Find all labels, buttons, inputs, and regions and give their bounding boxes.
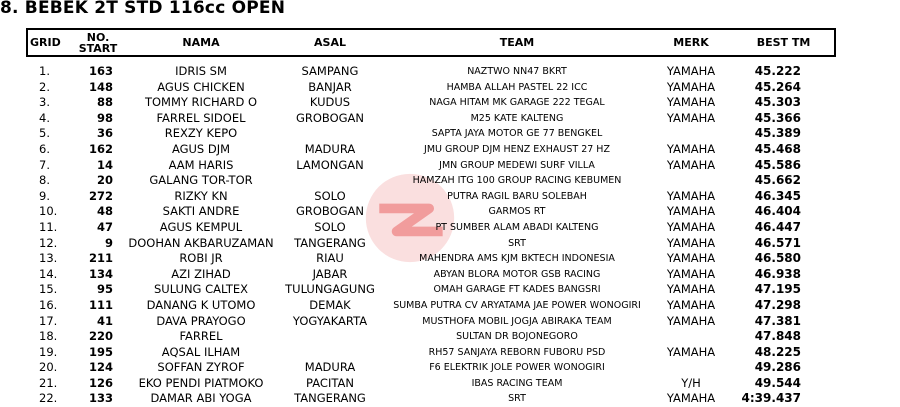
brand-cell: YAMAHA bbox=[666, 313, 716, 328]
grid-cell: 9. bbox=[39, 188, 50, 203]
table-row bbox=[27, 126, 835, 142]
team-cell: JMN GROUP MEDEWI SURF VILLA bbox=[439, 159, 595, 171]
brand-cell bbox=[649, 329, 733, 345]
brand-cell: YAMAHA bbox=[666, 64, 716, 78]
grid-cell: 10. bbox=[39, 204, 58, 219]
grid-cell: 20. bbox=[39, 360, 58, 375]
team-cell: RH57 SANJAYA REBORN FUBORU PSD bbox=[428, 346, 606, 358]
team-cell: SRT bbox=[508, 393, 526, 405]
grid-cell: 18. bbox=[39, 329, 58, 344]
best-time-cell: 49.544 bbox=[754, 375, 801, 390]
origin-cell: DEMAK bbox=[309, 297, 351, 312]
best-time-cell: 46.447 bbox=[754, 219, 801, 234]
col-header-best-tm: BEST TM bbox=[733, 29, 835, 56]
origin-cell bbox=[275, 329, 385, 345]
grid-cell: 22. bbox=[39, 391, 58, 406]
grid-cell: 12. bbox=[39, 235, 58, 250]
team-cell: OMAH GARAGE FT KADES BANGSRI bbox=[433, 284, 601, 296]
origin-cell: TULUNGAGUNG bbox=[285, 282, 375, 297]
grid-cell: 3. bbox=[39, 95, 50, 110]
rider-name-cell: DOOHAN AKBARUZAMAN bbox=[128, 235, 274, 250]
grid-cell: 8. bbox=[39, 173, 50, 188]
grid-cell: 6. bbox=[39, 141, 50, 156]
team-cell: SAPTA JAYA MOTOR GE 77 BENGKEL bbox=[431, 128, 603, 140]
team-cell: IBAS RACING TEAM bbox=[471, 377, 563, 389]
table-row bbox=[27, 111, 835, 127]
rider-name-cell: FARREL SIDOEL bbox=[156, 110, 246, 125]
start-number-cell: 20 bbox=[96, 173, 113, 188]
table-row bbox=[27, 267, 835, 283]
table-row bbox=[27, 329, 835, 345]
table-row bbox=[27, 376, 835, 392]
start-number-cell: 36 bbox=[96, 126, 113, 141]
table-row bbox=[27, 80, 835, 96]
grid-cell: 16. bbox=[39, 297, 58, 312]
team-cell: NAZTWO NN47 BKRT bbox=[467, 66, 567, 77]
origin-cell: GROBOGAN bbox=[295, 204, 365, 219]
brand-cell: YAMAHA bbox=[666, 235, 716, 250]
brand-cell: YAMAHA bbox=[666, 188, 716, 203]
page-title: 8. BEBEK 2T STD 116cc OPEN bbox=[0, 0, 286, 18]
rider-name-cell: AGUS KEMPUL bbox=[159, 219, 243, 234]
col-header-asal: ASAL bbox=[275, 29, 385, 56]
best-time-cell: 48.225 bbox=[754, 344, 801, 359]
team-cell: SRT bbox=[508, 237, 526, 249]
origin-cell bbox=[275, 126, 385, 142]
start-number-cell: 163 bbox=[88, 64, 113, 78]
team-cell: SUMBA PUTRA CV ARYATAMA JAE POWER WONOGIRI bbox=[393, 299, 641, 311]
start-number-cell: 111 bbox=[88, 297, 113, 312]
col-header-team: TEAM bbox=[385, 29, 649, 56]
table-row bbox=[27, 391, 835, 407]
brand-cell: YAMAHA bbox=[666, 141, 716, 156]
brand-cell: YAMAHA bbox=[666, 266, 716, 281]
start-number-cell: 88 bbox=[96, 95, 113, 110]
best-time-cell: 45.586 bbox=[754, 157, 801, 172]
start-number-cell: 47 bbox=[96, 219, 113, 234]
table-row bbox=[27, 95, 835, 111]
brand-cell: YAMAHA bbox=[666, 204, 716, 219]
table-row bbox=[27, 298, 835, 314]
rider-name-cell: SULUNG CALTEX bbox=[153, 282, 249, 297]
start-number-cell: 134 bbox=[88, 266, 113, 281]
start-number-cell: 220 bbox=[88, 329, 113, 344]
grid-cell: 17. bbox=[39, 313, 58, 328]
origin-cell: TANGERANG bbox=[294, 391, 366, 406]
team-cell: HAMBA ALLAH PASTEL 22 ICC bbox=[446, 81, 588, 93]
start-number-cell: 95 bbox=[96, 282, 113, 297]
rider-name-cell: DAVA PRAYOGO bbox=[156, 313, 246, 328]
team-cell: PUTRA RAGIL BARU SOLEBAH bbox=[447, 190, 587, 202]
origin-cell bbox=[275, 345, 385, 361]
grid-cell: 5. bbox=[39, 126, 50, 141]
best-time-cell: 49.286 bbox=[754, 360, 801, 375]
grid-cell: 4. bbox=[39, 110, 50, 125]
team-cell: MUSTHOFA MOBIL JOGJA ABIRAKA TEAM bbox=[422, 315, 612, 327]
results-table bbox=[26, 28, 836, 407]
brand-cell: YAMAHA bbox=[666, 282, 716, 297]
best-time-cell: 45.662 bbox=[754, 173, 801, 188]
table-row bbox=[27, 314, 835, 330]
grid-cell: 19. bbox=[39, 344, 58, 359]
grid-cell: 15. bbox=[39, 282, 58, 297]
table-row bbox=[27, 64, 835, 80]
grid-cell: 13. bbox=[39, 251, 58, 266]
table-row bbox=[27, 251, 835, 267]
table-row bbox=[27, 142, 835, 158]
best-time-cell: 45.222 bbox=[754, 64, 801, 78]
rider-name-cell: AAM HARIS bbox=[168, 157, 234, 172]
rider-name-cell: AGUS CHICKEN bbox=[157, 79, 245, 94]
brand-cell: YAMAHA bbox=[666, 219, 716, 234]
brand-cell: Y/H bbox=[681, 375, 701, 390]
best-time-cell: 45.468 bbox=[754, 141, 801, 156]
best-time-cell: 47.381 bbox=[754, 313, 801, 328]
origin-cell: GROBOGAN bbox=[295, 110, 365, 125]
origin-cell: LAMONGAN bbox=[296, 157, 364, 172]
grid-cell: 21. bbox=[39, 375, 58, 390]
origin-cell: MADURA bbox=[304, 141, 356, 156]
origin-cell: SOLO bbox=[314, 219, 346, 234]
rider-name-cell: RIZKY KN bbox=[174, 188, 228, 203]
origin-cell: RIAU bbox=[316, 251, 344, 266]
brand-cell: YAMAHA bbox=[666, 157, 716, 172]
brand-cell: YAMAHA bbox=[666, 391, 716, 406]
best-time-cell: 47.195 bbox=[754, 282, 801, 297]
rider-name-cell: AZI ZIHAD bbox=[171, 266, 231, 281]
best-time-cell: 47.298 bbox=[754, 297, 801, 312]
rider-name-cell: GALANG TOR-TOR bbox=[149, 173, 253, 188]
best-time-cell: 45.264 bbox=[754, 79, 801, 94]
start-number-cell: 41 bbox=[96, 313, 113, 328]
origin-cell: KUDUS bbox=[309, 95, 351, 110]
best-time-cell: 46.404 bbox=[754, 204, 801, 219]
grid-cell: 11. bbox=[39, 219, 58, 234]
table-row bbox=[27, 345, 835, 361]
table-row bbox=[27, 220, 835, 236]
best-time-cell: 46.345 bbox=[754, 188, 801, 203]
rider-name-cell: AQSAL ILHAM bbox=[161, 344, 241, 359]
start-number-cell: 9 bbox=[104, 235, 113, 250]
best-time-cell: 47.848 bbox=[754, 329, 801, 344]
grid-cell: 2. bbox=[39, 79, 50, 94]
start-number-cell: 126 bbox=[88, 375, 113, 390]
team-cell: JMU GROUP DJM HENZ EXHAUST 27 HZ bbox=[424, 143, 610, 155]
origin-cell: SOLO bbox=[314, 188, 346, 203]
table-row bbox=[27, 158, 835, 174]
rider-name-cell: SOFFAN ZYROF bbox=[157, 360, 245, 375]
rider-name-cell: TOMMY RICHARD O bbox=[144, 95, 258, 110]
origin-cell: MADURA bbox=[304, 360, 356, 375]
origin-cell: TANGERANG bbox=[294, 235, 366, 250]
rider-name-cell: EKO PENDI PIATMOKO bbox=[138, 375, 264, 390]
rider-name-cell: SAKTI ANDRE bbox=[162, 204, 240, 219]
origin-cell: PACITAN bbox=[306, 375, 354, 390]
table-row bbox=[27, 189, 835, 205]
start-number-cell: 133 bbox=[88, 391, 113, 406]
table-row bbox=[27, 282, 835, 298]
best-time-cell: 46.580 bbox=[754, 251, 801, 266]
team-cell: M25 KATE KALTENG bbox=[470, 112, 564, 124]
team-cell: F6 ELEKTRIK JOLE POWER WONOGIRI bbox=[429, 362, 605, 374]
rider-name-cell: REXZY KEPO bbox=[164, 126, 238, 141]
team-cell: MAHENDRA AMS KJM BKTECH INDONESIA bbox=[419, 253, 615, 265]
team-cell: SULTAN DR BOJONEGORO bbox=[456, 331, 578, 343]
table-row bbox=[27, 236, 835, 252]
best-time-cell: 46.938 bbox=[754, 266, 801, 281]
rider-name-cell: DAMAR ABI YOGA bbox=[150, 391, 252, 406]
rider-name-cell: ROBI JR bbox=[179, 251, 223, 266]
brand-cell bbox=[649, 173, 733, 189]
best-time-cell: 46.571 bbox=[754, 235, 801, 250]
col-header-nama: NAMA bbox=[127, 29, 275, 56]
rider-name-cell: IDRIS SM bbox=[175, 64, 227, 78]
col-header-no-start-line2: START bbox=[78, 41, 118, 55]
best-time-cell: 4:39.437 bbox=[741, 391, 801, 406]
rider-name-cell: FARREL bbox=[179, 329, 223, 344]
origin-cell: JABAR bbox=[312, 266, 348, 281]
start-number-cell: 14 bbox=[96, 157, 113, 172]
table-header-row bbox=[27, 29, 835, 56]
team-cell: GARMOS RT bbox=[488, 206, 546, 218]
brand-cell bbox=[649, 360, 733, 376]
grid-cell: 14. bbox=[39, 266, 58, 281]
origin-cell: SAMPANG bbox=[301, 64, 359, 78]
col-header-merk: MERK bbox=[649, 29, 733, 56]
brand-cell: YAMAHA bbox=[666, 95, 716, 110]
start-number-cell: 195 bbox=[88, 344, 113, 359]
team-cell: PT SUMBER ALAM ABADI KALTENG bbox=[435, 221, 599, 233]
table-row bbox=[27, 204, 835, 220]
rider-name-cell: DANANG K UTOMO bbox=[146, 297, 256, 312]
grid-cell: 1. bbox=[39, 64, 50, 78]
col-header-no-start bbox=[69, 29, 127, 56]
brand-cell: YAMAHA bbox=[666, 251, 716, 266]
start-number-cell: 48 bbox=[96, 204, 113, 219]
start-number-cell: 124 bbox=[88, 360, 113, 375]
team-cell: HAMZAH ITG 100 GROUP RACING KEBUMEN bbox=[412, 175, 622, 187]
team-cell: NAGA HITAM MK GARAGE 222 TEGAL bbox=[429, 97, 605, 109]
col-header-no-start-line1: NO. bbox=[86, 30, 110, 44]
brand-cell: YAMAHA bbox=[666, 79, 716, 94]
grid-cell: 7. bbox=[39, 157, 50, 172]
team-cell: ABYAN BLORA MOTOR GSB RACING bbox=[433, 268, 601, 280]
brand-cell: YAMAHA bbox=[666, 297, 716, 312]
best-time-cell: 45.303 bbox=[754, 95, 801, 110]
brand-cell: YAMAHA bbox=[666, 110, 716, 125]
start-number-cell: 211 bbox=[88, 251, 113, 266]
origin-cell: BANJAR bbox=[308, 79, 352, 94]
origin-cell bbox=[275, 173, 385, 189]
brand-cell bbox=[649, 126, 733, 142]
brand-cell: YAMAHA bbox=[666, 344, 716, 359]
table-row bbox=[27, 360, 835, 376]
best-time-cell: 45.366 bbox=[754, 110, 801, 125]
start-number-cell: 148 bbox=[88, 79, 113, 94]
rider-name-cell: AGUS DJM bbox=[171, 141, 231, 156]
best-time-cell: 45.389 bbox=[754, 126, 801, 141]
table-row bbox=[27, 173, 835, 189]
start-number-cell: 272 bbox=[88, 188, 113, 203]
start-number-cell: 162 bbox=[88, 141, 113, 156]
start-number-cell: 98 bbox=[96, 110, 113, 125]
col-header-grid: GRID bbox=[27, 29, 69, 56]
origin-cell: YOGYAKARTA bbox=[292, 313, 368, 328]
